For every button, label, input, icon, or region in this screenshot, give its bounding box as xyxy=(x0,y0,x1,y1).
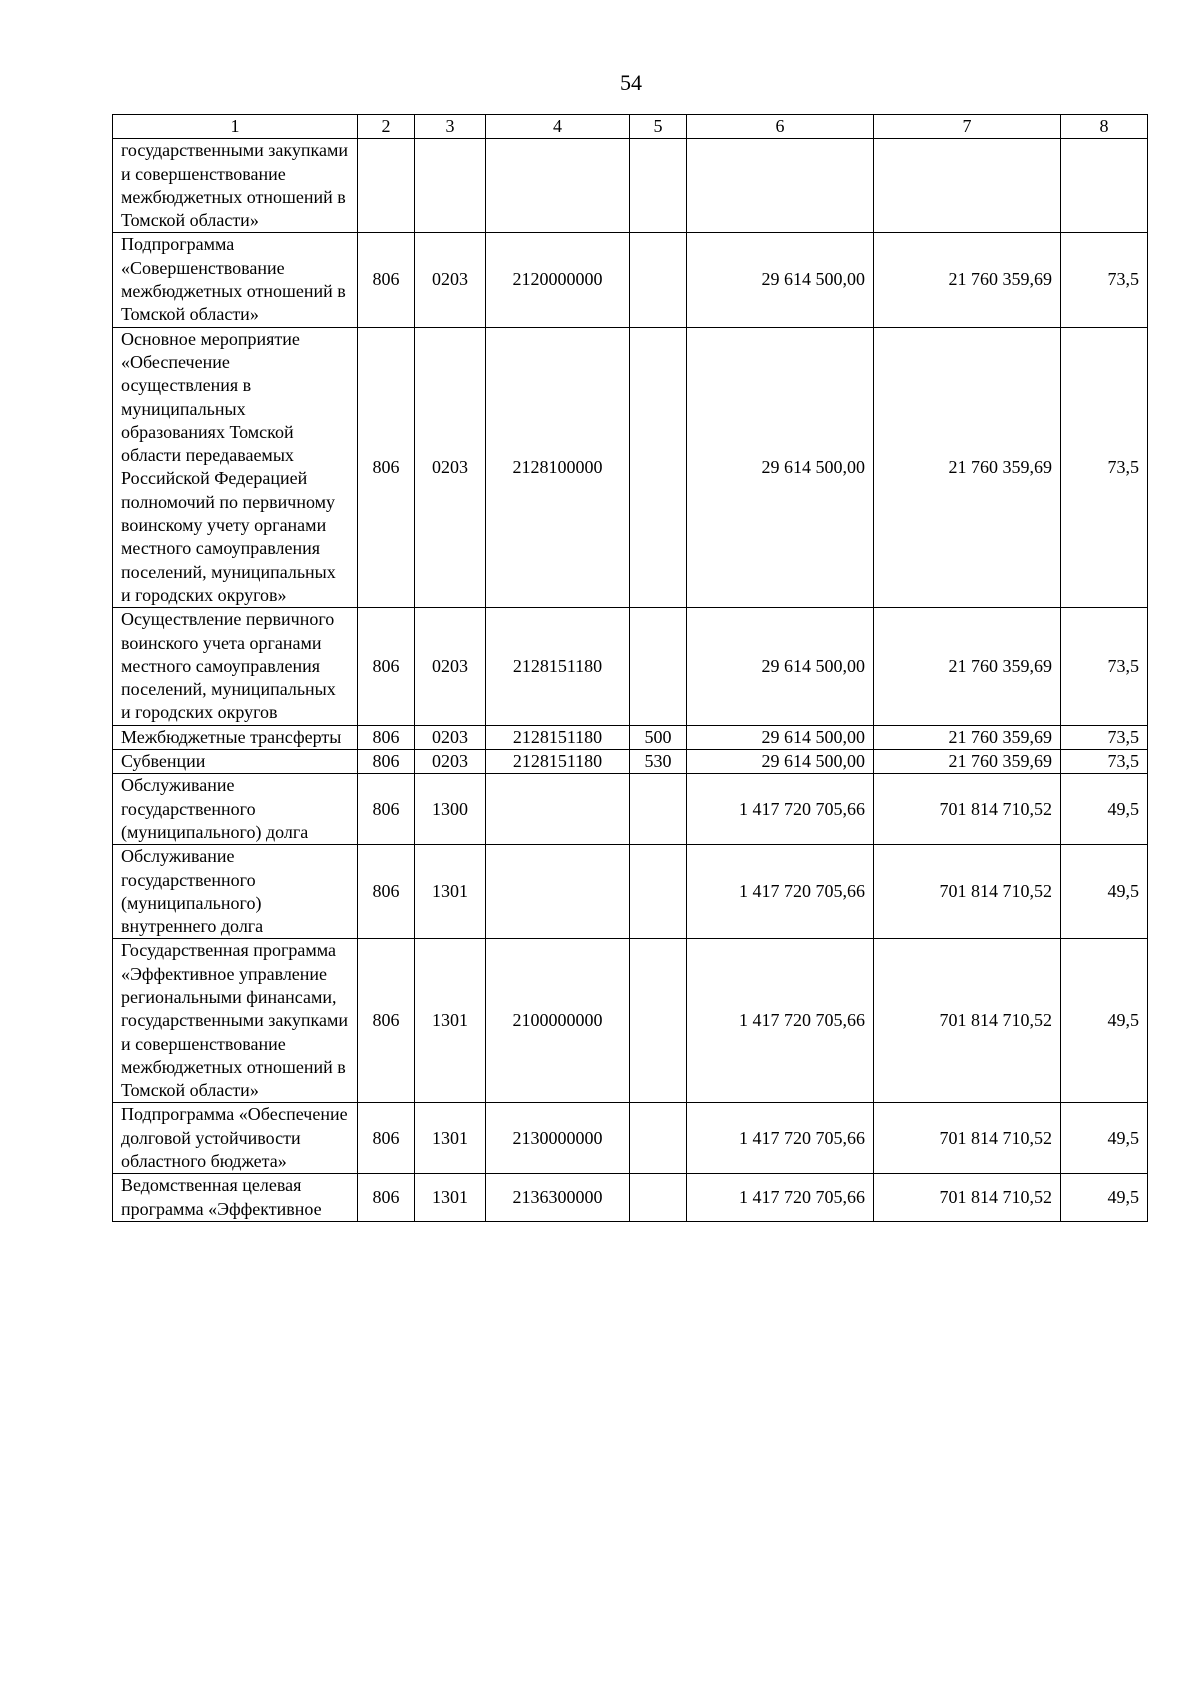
planned-amount: 29 614 500,00 xyxy=(687,750,874,774)
section-code: 1300 xyxy=(415,774,486,845)
column-header: 3 xyxy=(415,115,486,139)
item-name: Межбюджетные трансферты xyxy=(113,725,358,749)
page-number: 54 xyxy=(620,70,642,95)
execution-percent xyxy=(1061,139,1148,233)
section-code: 0203 xyxy=(415,327,486,608)
executed-amount: 701 814 710,52 xyxy=(874,1174,1061,1222)
expense-type xyxy=(630,608,687,725)
expense-type xyxy=(630,327,687,608)
column-header: 5 xyxy=(630,115,687,139)
table-row xyxy=(113,750,1148,774)
table-row xyxy=(113,608,1148,725)
expense-type xyxy=(630,845,687,939)
item-name: Основное мероприятие «Обеспечение осуществления в муниципальных образованиях Томской области передаваемых Российской Федерацией полномочий по первичному воинскому учету органами местного самоуправления поселений, муниципальных и городских округов» xyxy=(113,327,358,608)
table-body xyxy=(113,139,1148,1222)
planned-amount xyxy=(687,139,874,233)
table-row xyxy=(113,1103,1148,1174)
expense-type xyxy=(630,139,687,233)
target-article: 2120000000 xyxy=(486,233,630,327)
executed-amount: 21 760 359,69 xyxy=(874,608,1061,725)
budget-table xyxy=(112,114,1148,1222)
executed-amount: 21 760 359,69 xyxy=(874,725,1061,749)
ministry-code: 806 xyxy=(358,774,415,845)
execution-percent: 49,5 xyxy=(1061,845,1148,939)
table-row xyxy=(113,845,1148,939)
column-header: 2 xyxy=(358,115,415,139)
planned-amount: 1 417 720 705,66 xyxy=(687,774,874,845)
executed-amount: 21 760 359,69 xyxy=(874,327,1061,608)
item-name: Осуществление первичного воинского учета органами местного самоуправления поселений, муниципальных и городских округов xyxy=(113,608,358,725)
executed-amount: 701 814 710,52 xyxy=(874,939,1061,1103)
table-row xyxy=(113,939,1148,1103)
column-header: 7 xyxy=(874,115,1061,139)
ministry-code: 806 xyxy=(358,1103,415,1174)
planned-amount: 29 614 500,00 xyxy=(687,233,874,327)
item-name: Субвенции xyxy=(113,750,358,774)
expense-type xyxy=(630,1103,687,1174)
column-header: 4 xyxy=(486,115,630,139)
table-row xyxy=(113,327,1148,608)
table-row xyxy=(113,233,1148,327)
execution-percent: 49,5 xyxy=(1061,1103,1148,1174)
execution-percent: 73,5 xyxy=(1061,608,1148,725)
expense-type xyxy=(630,939,687,1103)
execution-percent: 73,5 xyxy=(1061,233,1148,327)
ministry-code: 806 xyxy=(358,845,415,939)
ministry-code: 806 xyxy=(358,608,415,725)
section-code: 0203 xyxy=(415,750,486,774)
planned-amount: 29 614 500,00 xyxy=(687,725,874,749)
planned-amount: 29 614 500,00 xyxy=(687,327,874,608)
section-code: 1301 xyxy=(415,1103,486,1174)
expense-type: 530 xyxy=(630,750,687,774)
ministry-code: 806 xyxy=(358,1174,415,1222)
ministry-code: 806 xyxy=(358,939,415,1103)
item-name: Ведомственная целевая программа «Эффективное xyxy=(113,1174,358,1222)
section-code: 1301 xyxy=(415,1174,486,1222)
table-row xyxy=(113,1174,1148,1222)
target-article xyxy=(486,774,630,845)
executed-amount: 701 814 710,52 xyxy=(874,845,1061,939)
execution-percent: 73,5 xyxy=(1061,327,1148,608)
table-row xyxy=(113,774,1148,845)
target-article: 2100000000 xyxy=(486,939,630,1103)
target-article: 2128151180 xyxy=(486,750,630,774)
execution-percent: 49,5 xyxy=(1061,1174,1148,1222)
execution-percent: 73,5 xyxy=(1061,750,1148,774)
section-code xyxy=(415,139,486,233)
ministry-code xyxy=(358,139,415,233)
target-article: 2128151180 xyxy=(486,608,630,725)
target-article: 2136300000 xyxy=(486,1174,630,1222)
item-name: Подпрограмма «Обеспечение долговой устойчивости областного бюджета» xyxy=(113,1103,358,1174)
column-header: 8 xyxy=(1061,115,1148,139)
expense-type xyxy=(630,233,687,327)
executed-amount: 21 760 359,69 xyxy=(874,750,1061,774)
ministry-code: 806 xyxy=(358,233,415,327)
execution-percent: 73,5 xyxy=(1061,725,1148,749)
item-name: государственными закупками и совершенствование межбюджетных отношений в Томской области» xyxy=(113,139,358,233)
target-article: 2128100000 xyxy=(486,327,630,608)
table-row xyxy=(113,725,1148,749)
execution-percent: 49,5 xyxy=(1061,774,1148,845)
executed-amount: 21 760 359,69 xyxy=(874,233,1061,327)
section-code: 1301 xyxy=(415,939,486,1103)
section-code: 0203 xyxy=(415,233,486,327)
target-article: 2128151180 xyxy=(486,725,630,749)
section-code: 0203 xyxy=(415,725,486,749)
item-name: Обслуживание государственного (муниципального) внутреннего долга xyxy=(113,845,358,939)
executed-amount: 701 814 710,52 xyxy=(874,1103,1061,1174)
expense-type xyxy=(630,1174,687,1222)
planned-amount: 1 417 720 705,66 xyxy=(687,939,874,1103)
planned-amount: 1 417 720 705,66 xyxy=(687,845,874,939)
executed-amount xyxy=(874,139,1061,233)
planned-amount: 1 417 720 705,66 xyxy=(687,1174,874,1222)
planned-amount: 29 614 500,00 xyxy=(687,608,874,725)
expense-type xyxy=(630,774,687,845)
target-article xyxy=(486,845,630,939)
target-article xyxy=(486,139,630,233)
column-header: 1 xyxy=(113,115,358,139)
column-header: 6 xyxy=(687,115,874,139)
section-code: 0203 xyxy=(415,608,486,725)
execution-percent: 49,5 xyxy=(1061,939,1148,1103)
planned-amount: 1 417 720 705,66 xyxy=(687,1103,874,1174)
item-name: Подпрограмма «Совершенствование межбюджетных отношений в Томской области» xyxy=(113,233,358,327)
table-row xyxy=(113,139,1148,233)
ministry-code: 806 xyxy=(358,725,415,749)
item-name: Обслуживание государственного (муниципального) долга xyxy=(113,774,358,845)
executed-amount: 701 814 710,52 xyxy=(874,774,1061,845)
expense-type: 500 xyxy=(630,725,687,749)
ministry-code: 806 xyxy=(358,750,415,774)
target-article: 2130000000 xyxy=(486,1103,630,1174)
ministry-code: 806 xyxy=(358,327,415,608)
item-name: Государственная программа «Эффективное управление региональными финансами, государственными закупками и совершенствование межбюджетных отношений в Томской области» xyxy=(113,939,358,1103)
table-header-row xyxy=(113,115,1148,139)
section-code: 1301 xyxy=(415,845,486,939)
